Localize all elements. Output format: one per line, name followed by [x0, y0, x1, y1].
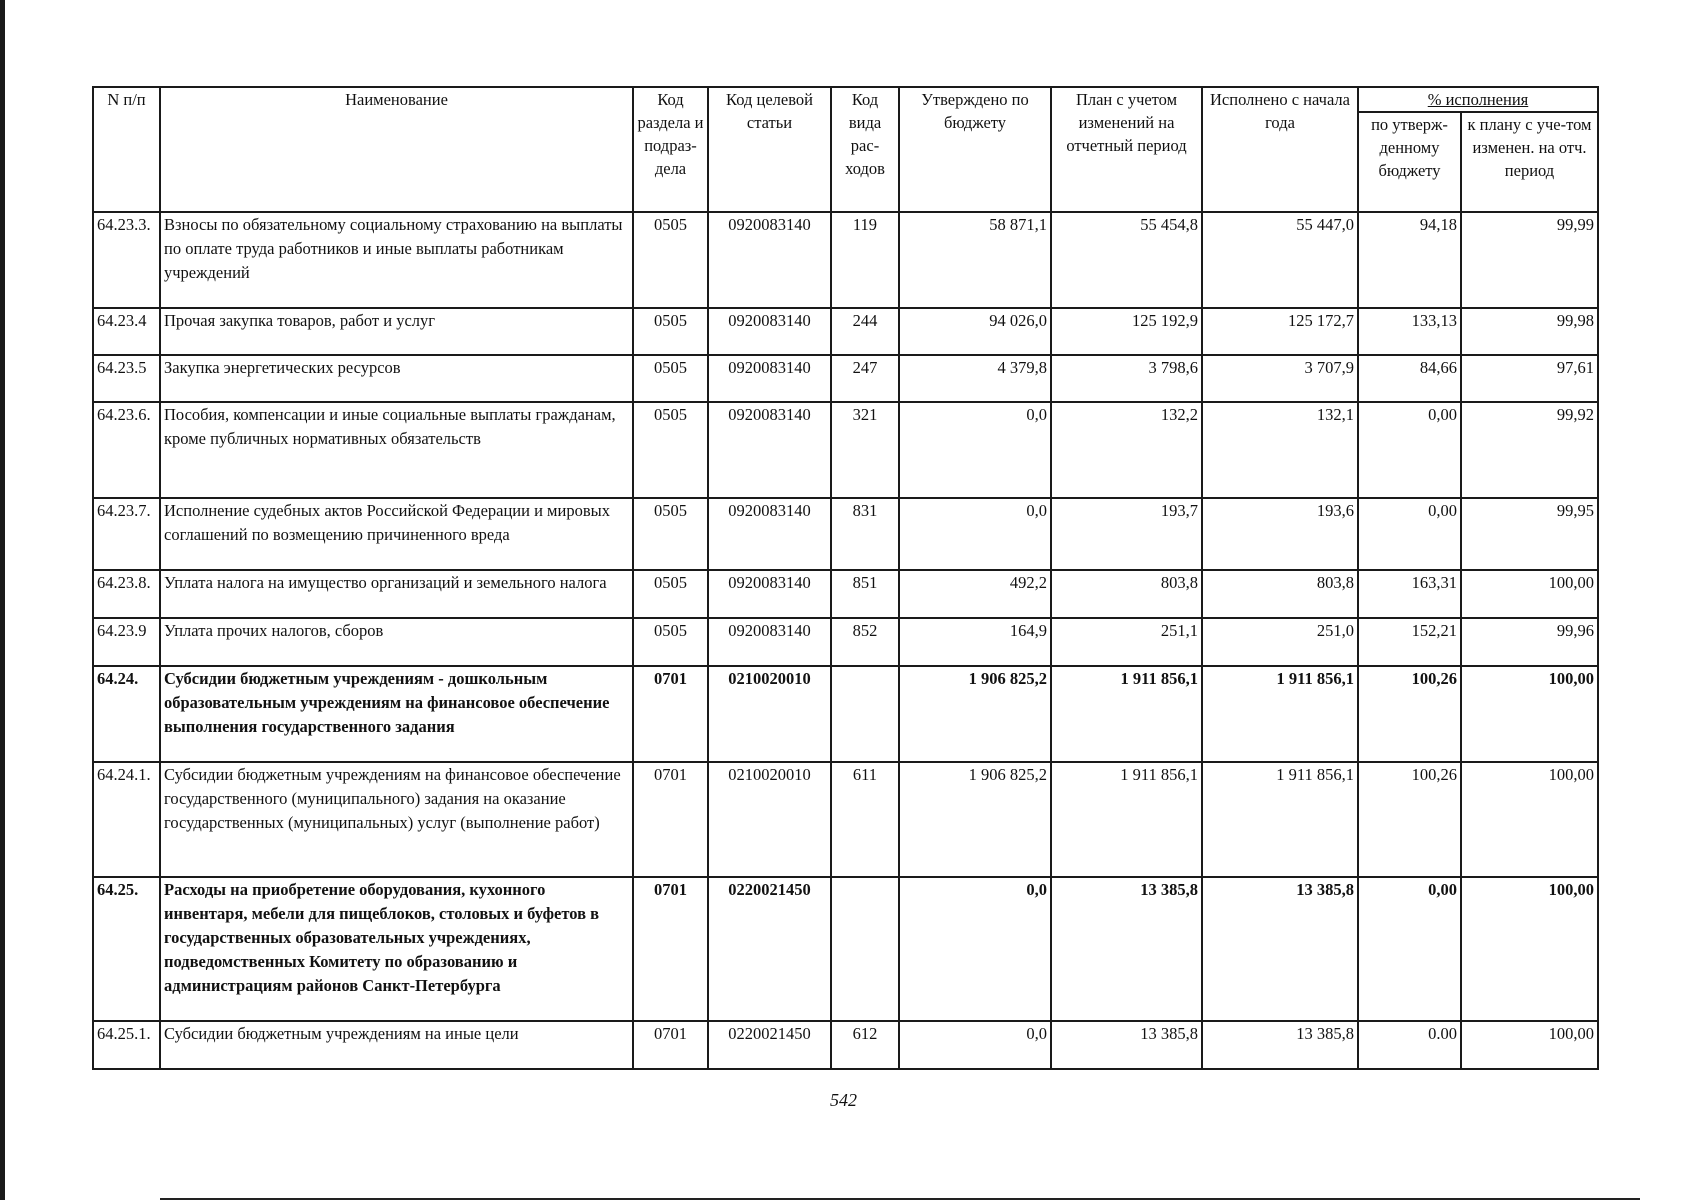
cell-pct-plan: 99,92 [1461, 402, 1598, 498]
cell-executed: 13 385,8 [1202, 1021, 1358, 1069]
header-plan: План с учетом изменений на отчетный период [1051, 87, 1202, 212]
cell-num: 64.23.5 [93, 355, 160, 402]
table-row [93, 877, 1598, 1021]
cell-plan: 55 454,8 [1051, 212, 1202, 308]
cell-name: Расходы на приобретение оборудования, кухонного инвентаря, мебели для пищеблоков, столовых и буфетов в государственных образовательных учреждениях, подведомственных Комитету по образованию и администрациям районов Санкт-Петербурга [160, 877, 633, 1021]
cell-pct-plan: 99,96 [1461, 618, 1598, 666]
cell-pct-budget: 163,31 [1358, 570, 1461, 618]
cell-target: 0920083140 [708, 355, 831, 402]
cell-approved: 0,0 [899, 877, 1051, 1021]
cell-plan: 3 798,6 [1051, 355, 1202, 402]
cell-approved: 1 906 825,2 [899, 666, 1051, 762]
cell-section: 0701 [633, 666, 708, 762]
cell-section: 0505 [633, 355, 708, 402]
cell-executed: 125 172,7 [1202, 308, 1358, 355]
cell-target: 0920083140 [708, 618, 831, 666]
cell-section: 0505 [633, 212, 708, 308]
page-number: 542 [830, 1090, 857, 1110]
cell-num: 64.25.1. [93, 1021, 160, 1069]
table-row [93, 762, 1598, 877]
cell-executed: 1 911 856,1 [1202, 762, 1358, 877]
table-row [93, 1021, 1598, 1069]
header-expense-type: Код вида рас-ходов [831, 87, 899, 212]
table-row [93, 570, 1598, 618]
cell-name: Пособия, компенсации и иные социальные выплаты гражданам, кроме публичных нормативных обязательств [160, 402, 633, 498]
cell-name: Взносы по обязательному социальному страхованию на выплаты по оплате труда работников и иные выплаты работникам учреждений [160, 212, 633, 308]
cell-type: 119 [831, 212, 899, 308]
cell-section: 0701 [633, 877, 708, 1021]
cell-name: Закупка энергетических ресурсов [160, 355, 633, 402]
cell-name: Субсидии бюджетным учреждениям на иные цели [160, 1021, 633, 1069]
cell-name: Субсидии бюджетным учреждениям - дошкольным образовательным учреждениям на финансовое обеспечение выполнения государственного задания [160, 666, 633, 762]
cell-approved: 0,0 [899, 402, 1051, 498]
table-row [93, 355, 1598, 402]
cell-type: 612 [831, 1021, 899, 1069]
cell-type: 247 [831, 355, 899, 402]
cell-approved: 0,0 [899, 1021, 1051, 1069]
cell-pct-plan: 99,95 [1461, 498, 1598, 570]
cell-pct-budget: 94,18 [1358, 212, 1461, 308]
cell-pct-budget: 100,26 [1358, 762, 1461, 877]
header-num: N п/п [93, 87, 160, 212]
cell-approved: 164,9 [899, 618, 1051, 666]
cell-executed: 193,6 [1202, 498, 1358, 570]
cell-section: 0505 [633, 618, 708, 666]
table-row [93, 402, 1598, 498]
cell-pct-plan: 99,98 [1461, 308, 1598, 355]
cell-name: Уплата налога на имущество организаций и земельного налога [160, 570, 633, 618]
cell-section: 0505 [633, 308, 708, 355]
cell-executed: 3 707,9 [1202, 355, 1358, 402]
cell-executed: 132,1 [1202, 402, 1358, 498]
cell-plan: 803,8 [1051, 570, 1202, 618]
cell-pct-plan: 100,00 [1461, 666, 1598, 762]
cell-section: 0505 [633, 570, 708, 618]
cell-num: 64.23.8. [93, 570, 160, 618]
cell-executed: 1 911 856,1 [1202, 666, 1358, 762]
table-row [93, 212, 1598, 308]
header-section-code: Код раздела и подраз-дела [633, 87, 708, 212]
cell-num: 64.24.1. [93, 762, 160, 877]
header-target-code: Код целевой статьи [708, 87, 831, 212]
cell-type: 611 [831, 762, 899, 877]
cell-type [831, 877, 899, 1021]
cell-pct-budget: 0,00 [1358, 402, 1461, 498]
cell-target: 0920083140 [708, 308, 831, 355]
cell-pct-budget: 84,66 [1358, 355, 1461, 402]
cell-section: 0505 [633, 498, 708, 570]
cell-pct-plan: 97,61 [1461, 355, 1598, 402]
cell-plan: 193,7 [1051, 498, 1202, 570]
cell-pct-plan: 100,00 [1461, 570, 1598, 618]
cell-approved: 1 906 825,2 [899, 762, 1051, 877]
cell-type: 321 [831, 402, 899, 498]
scan-edge [0, 0, 5, 1200]
cell-type: 244 [831, 308, 899, 355]
cell-plan: 251,1 [1051, 618, 1202, 666]
cell-approved: 0,0 [899, 498, 1051, 570]
header-row-1 [93, 87, 1598, 112]
cell-target: 0920083140 [708, 212, 831, 308]
cell-executed: 55 447,0 [1202, 212, 1358, 308]
cell-target: 0220021450 [708, 1021, 831, 1069]
cell-pct-budget: 152,21 [1358, 618, 1461, 666]
cell-name: Уплата прочих налогов, сборов [160, 618, 633, 666]
budget-execution-table [92, 86, 1599, 1070]
cell-plan: 13 385,8 [1051, 877, 1202, 1021]
cell-target: 0210020010 [708, 666, 831, 762]
cell-type: 831 [831, 498, 899, 570]
table-row [93, 666, 1598, 762]
cell-type: 852 [831, 618, 899, 666]
cell-section: 0505 [633, 402, 708, 498]
cell-target: 0920083140 [708, 570, 831, 618]
header-name: Наименование [160, 87, 633, 212]
cell-plan: 13 385,8 [1051, 1021, 1202, 1069]
cell-approved: 94 026,0 [899, 308, 1051, 355]
cell-approved: 4 379,8 [899, 355, 1051, 402]
cell-approved: 58 871,1 [899, 212, 1051, 308]
header-pct-plan: к плану с уче-том изменен. на отч. период [1461, 112, 1598, 212]
table-row [93, 498, 1598, 570]
cell-target: 0920083140 [708, 498, 831, 570]
cell-executed: 803,8 [1202, 570, 1358, 618]
cell-pct-budget: 133,13 [1358, 308, 1461, 355]
cell-name: Прочая закупка товаров, работ и услуг [160, 308, 633, 355]
header-pct-group: % исполнения [1358, 87, 1598, 112]
cell-pct-plan: 99,99 [1461, 212, 1598, 308]
cell-plan: 132,2 [1051, 402, 1202, 498]
cell-executed: 13 385,8 [1202, 877, 1358, 1021]
cell-plan: 1 911 856,1 [1051, 762, 1202, 877]
cell-target: 0210020010 [708, 762, 831, 877]
header-approved: Утверждено по бюджету [899, 87, 1051, 212]
report-table-wrap [92, 86, 1597, 1070]
header-executed: Исполнено с начала года [1202, 87, 1358, 212]
cell-target: 0220021450 [708, 877, 831, 1021]
table-row [93, 618, 1598, 666]
cell-name: Исполнение судебных актов Российской Федерации и мировых соглашений по возмещению причиненного вреда [160, 498, 633, 570]
cell-name: Субсидии бюджетным учреждениям на финансовое обеспечение государственного (муниципального) задания на оказание государственных (муниципальных) услуг (выполнение работ) [160, 762, 633, 877]
cell-num: 64.23.7. [93, 498, 160, 570]
cell-num: 64.25. [93, 877, 160, 1021]
cell-num: 64.24. [93, 666, 160, 762]
cell-section: 0701 [633, 1021, 708, 1069]
cell-executed: 251,0 [1202, 618, 1358, 666]
table-row [93, 308, 1598, 355]
cell-pct-budget: 0,00 [1358, 498, 1461, 570]
cell-section: 0701 [633, 762, 708, 877]
cell-num: 64.23.9 [93, 618, 160, 666]
cell-pct-budget: 0,00 [1358, 877, 1461, 1021]
cell-pct-plan: 100,00 [1461, 1021, 1598, 1069]
cell-approved: 492,2 [899, 570, 1051, 618]
cell-pct-plan: 100,00 [1461, 762, 1598, 877]
header-pct-budget: по утверж-денному бюджету [1358, 112, 1461, 212]
cell-num: 64.23.3. [93, 212, 160, 308]
cell-pct-budget: 100,26 [1358, 666, 1461, 762]
cell-type [831, 666, 899, 762]
cell-num: 64.23.6. [93, 402, 160, 498]
cell-type: 851 [831, 570, 899, 618]
cell-target: 0920083140 [708, 402, 831, 498]
cell-plan: 1 911 856,1 [1051, 666, 1202, 762]
cell-plan: 125 192,9 [1051, 308, 1202, 355]
cell-pct-budget: 0.00 [1358, 1021, 1461, 1069]
cell-pct-plan: 100,00 [1461, 877, 1598, 1021]
cell-num: 64.23.4 [93, 308, 160, 355]
